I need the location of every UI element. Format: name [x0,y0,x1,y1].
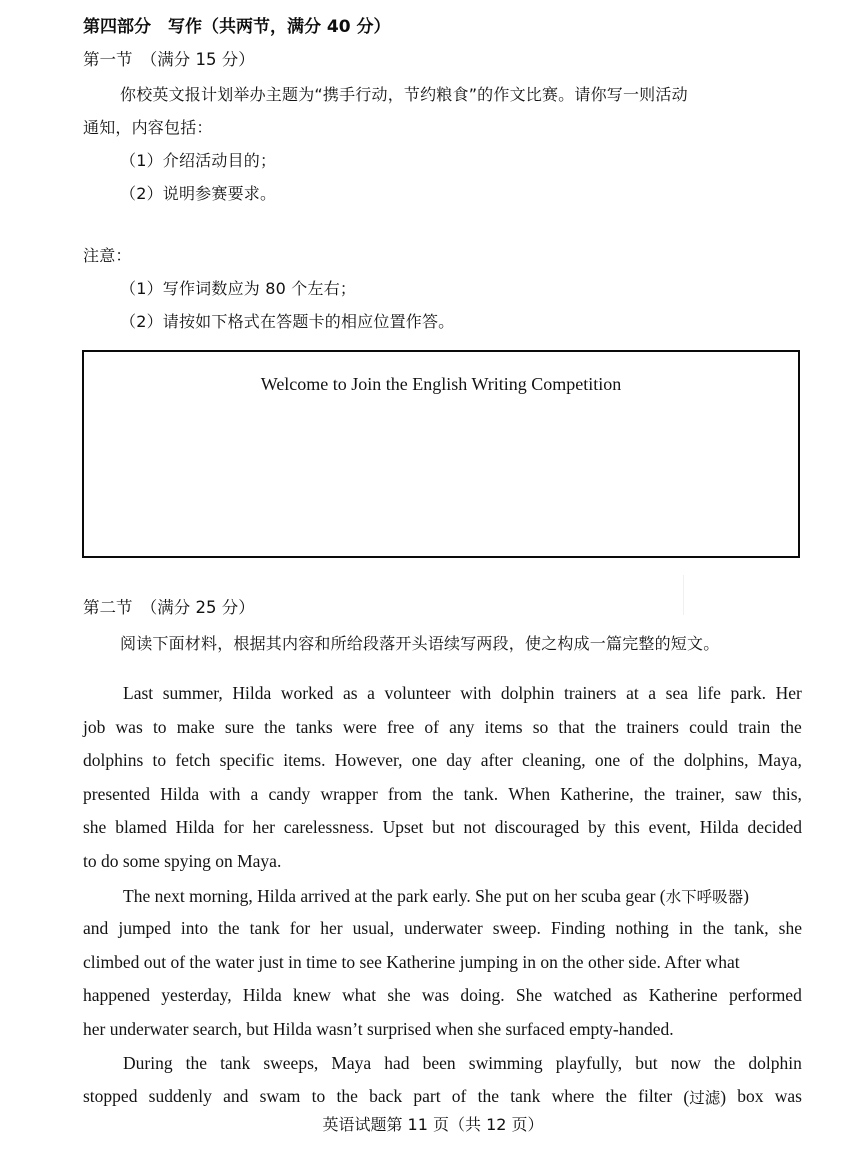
passage-word: the [653,750,675,771]
chinese-gloss: 过滤 [689,1089,721,1108]
passage-word: tank, [734,918,769,939]
passage-word: make [176,716,215,737]
passage-word: train [738,716,771,737]
section-one-heading: 第一节 （满分 15 分） [83,50,255,69]
passage-word: and [223,1086,249,1107]
passage-word: tank [220,1052,251,1073]
passage-word: However, [334,750,403,771]
passage-line [83,817,802,838]
passage-word: Hilda [242,985,282,1006]
passage-word: Finding [550,918,606,939]
passage-word: that [558,716,585,737]
passage-word: trainer, [675,783,725,804]
passage-word: to [152,716,167,737]
passage-word: with [209,783,241,804]
passage-word: sweep. [492,918,541,939]
passage-word: and [83,918,109,939]
passage-word: specific [219,750,274,771]
passage-word: Hilda [160,783,200,804]
answer-box [82,350,800,558]
passage-word: usual, [352,918,394,939]
passage-word: dolphin [500,683,555,703]
passage-line [123,1053,802,1074]
passage-word: of [424,716,439,737]
passage-word: Katherine, [560,783,634,804]
passage-word: of [629,750,644,771]
passage-line [123,683,802,704]
passage-word: knew [292,985,331,1006]
passage-word: Last [123,683,154,703]
passage-line [83,750,802,771]
passage-word: any [449,716,475,737]
passage-word: decided [747,817,802,838]
passage-word: free [387,716,415,737]
passage-word: what [342,985,377,1006]
passage-word: She [515,985,543,1006]
scan-artifact [683,575,684,615]
passage-word: watched [553,985,612,1006]
passage-word: with [460,683,492,703]
passage-word: the [432,783,454,804]
passage-word: was [774,1086,802,1107]
passage-word: sea [665,683,689,703]
passage-word: Maya, [757,750,802,771]
passage-line [83,784,802,805]
passage-word: this [614,817,640,838]
section-one-prompt-line-2: 通知，内容包括： [83,118,213,137]
passage-word: stopped [83,1086,138,1107]
passage-word: to [311,1086,326,1107]
passage-word: at [626,683,639,703]
passage-word: where [551,1086,595,1107]
passage-word: wrapper [320,783,378,804]
passage-word: from [387,783,422,804]
passage-word: cleaning, [522,750,586,771]
passage-word: the [336,1086,358,1107]
passage-word: for [223,817,244,838]
passage-word: were [342,716,377,737]
passage-word: so [532,716,549,737]
passage-word: Her [775,683,802,703]
passage-word: jumped [118,918,171,939]
passage-word: discouraged [494,817,580,838]
passage-word: Hilda [699,817,739,838]
passage-word: saw [734,783,763,804]
passage-word: been [422,1052,456,1073]
passage-word: but [432,817,455,838]
passage-word: of [451,1086,467,1107]
passage-word: for [289,918,311,939]
passage-word: tank. [463,783,499,804]
passage-word: the [264,716,286,737]
passage-word: the [594,716,617,737]
passage-word: day [446,750,472,771]
passage-word: as [622,985,638,1006]
passage-word: back [369,1086,403,1107]
passage-word: she [387,985,411,1006]
passage-line: climbed out of the water just in time to see Katherine jumping in on the other side. After what [83,951,740,972]
passage-word: dolphins [83,750,144,771]
passage-word: the [477,1086,499,1107]
passage-word: items [484,716,523,737]
passage-word: a [367,683,375,703]
passage-word: could [689,716,728,737]
passage-word: swimming [468,1052,543,1073]
passage-word: trainers [563,683,617,703]
part-heading: 第四部分 写作（共两节，满分 40 分） [83,17,391,37]
passage-word: part [413,1086,441,1107]
passage-word: in [678,918,693,939]
passage-word: was [421,985,450,1006]
passage-word: event, [648,817,691,838]
section-one-item-1: （1）介绍活动目的； [120,151,277,170]
passage-word: performed [728,985,802,1006]
passage-word: tank [249,918,280,939]
passage-word: a [648,683,657,703]
passage-word: had [384,1052,410,1073]
passage-line [83,918,802,939]
passage-word: tanks [295,716,333,737]
passage-word: items. [283,750,326,771]
passage-word: box [737,1086,764,1107]
passage-word: Hilda [232,683,272,703]
answer-box-title: Welcome to Join the English Writing Competition [260,374,622,394]
passage-word: Katherine [648,985,718,1006]
chinese-gloss: 水下呼吸器 [665,887,744,906]
passage-line: to do some spying on Maya. [83,851,282,871]
passage-line [83,985,802,1006]
passage-word: fetch [175,750,211,771]
passage-line: her underwater search, but Hilda wasn’t surprised when she surfaced empty-handed. [83,1019,674,1039]
passage-word: a [250,783,259,804]
passage-word: trainers [626,716,679,737]
passage-word: to [152,750,167,771]
passage-word: one [411,750,438,771]
passage-line [83,1086,802,1108]
passage-word: sweeps, [263,1052,319,1073]
passage-word: swam [259,1086,301,1107]
passage-word: the [218,918,240,939]
passage-word: suddenly [148,1086,212,1107]
passage-word: the [702,918,725,939]
passage-word: not [463,817,486,838]
section-two-heading: 第二节 （满分 25 分） [83,598,255,617]
passage-word: underwater [404,918,483,939]
passage-word: her [252,817,275,838]
passage-word: the [605,1086,627,1107]
notes-item-2: （2）请按如下格式在答题卡的相应位置作答。 [120,312,455,331]
passage-word: playfully, [555,1052,623,1073]
passage-word: park. [730,683,767,703]
passage-word: carelessness. [283,817,374,838]
passage-word: one [594,750,621,771]
passage-word: (过滤) [683,1087,727,1108]
section-two-prompt: 阅读下面材料，根据其内容和所给段落开头语续写两段，使之构成一篇完整的短文。 [120,634,720,653]
notes-item-1: （1）写作词数应为 80 个左右； [120,279,357,298]
passage-word: her [320,918,343,939]
passage-word: dolphin [748,1052,802,1073]
section-one-prompt-line-1: 你校英文报计划举办主题为“携手行动，节约粮食”的作文比赛。请你写一则活动 [120,85,688,104]
passage-word: happened [83,985,151,1006]
passage-word: worked [280,683,334,703]
passage-word: nothing [615,918,669,939]
notes-label: 注意： [83,246,132,265]
section-one-item-2: （2）说明参赛要求。 [120,184,277,203]
passage-word: When [508,783,551,804]
passage-word: filter [638,1086,673,1107]
passage-word: was [115,716,143,737]
passage-word: after [480,750,513,771]
passage-word: sure [224,716,254,737]
passage-word: as [342,683,358,703]
passage-word: Maya [331,1052,372,1073]
passage-word: blamed [115,817,167,838]
passage-line: The next morning, Hilda arrived at the park early. She put on her scuba gear (水下呼吸器) [123,885,749,906]
passage-word: dolphins, [683,750,749,771]
passage-word: into [180,918,209,939]
passage-word: Upset [382,817,424,838]
passage-word: job [83,716,106,737]
passage-word: but [635,1052,658,1073]
passage-word: she [83,817,107,838]
passage-word: summer, [162,683,223,703]
passage-word: the [780,716,802,737]
passage-word: the [643,783,666,804]
passage-word: Hilda [175,817,215,838]
passage-word: this, [772,783,802,804]
passage-word: the [713,1052,736,1073]
passage-word: During [123,1052,173,1073]
passage-word: yesterday, [161,985,232,1006]
page-footer: 英语试题第 11 页（共 12 页） [322,1115,544,1134]
passage-word: now [670,1052,701,1073]
passage-word: tank [510,1086,541,1107]
passage-word: the [185,1052,208,1073]
passage-word: doing. [460,985,505,1006]
passage-word: by [588,817,606,838]
passage-word: volunteer [384,683,451,703]
passage-word: candy [268,783,311,804]
passage-word: life [697,683,721,703]
passage-word: presented [83,783,151,804]
passage-word: she [778,918,802,939]
passage-line [83,717,802,738]
